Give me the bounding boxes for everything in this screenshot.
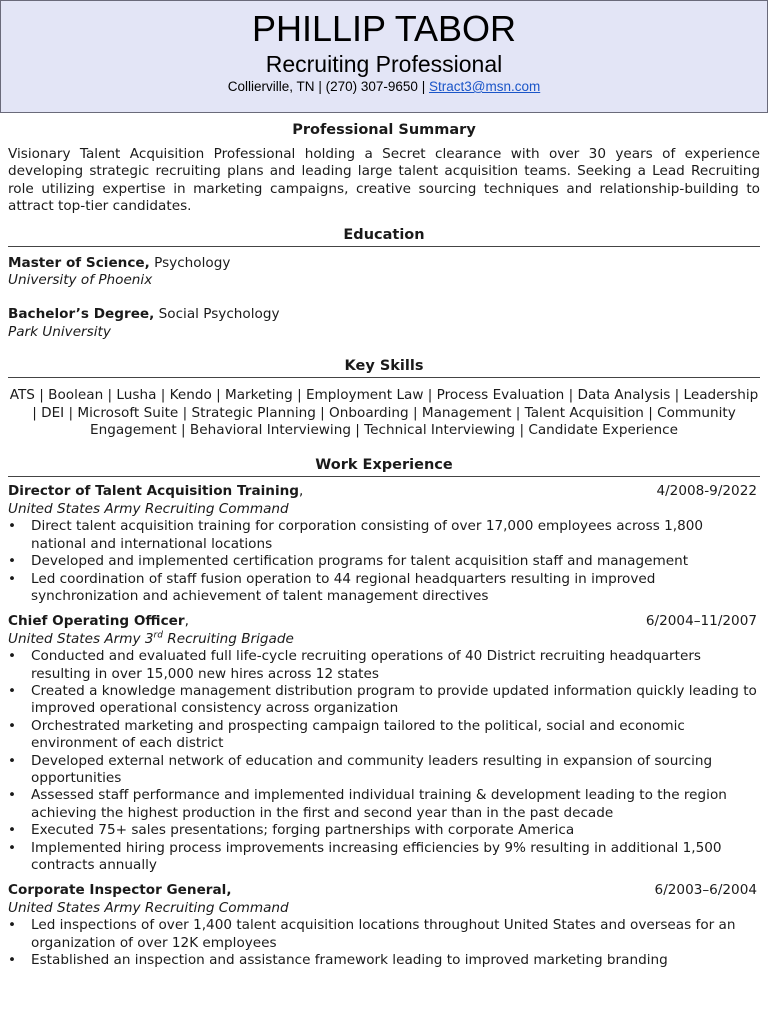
resume-header <box>0 0 768 113</box>
job-bullet: • Developed external network of education and community leaders resulting in expansion of sourcing opportunities <box>8 753 760 788</box>
job-organization: United States Army 3rd Recruiting Brigade <box>8 630 294 647</box>
job-bullets <box>8 917 760 969</box>
job-organization: United States Army Recruiting Command <box>8 500 289 517</box>
skills-heading: Key Skills <box>8 357 760 378</box>
job-bullet: • Conducted and evaluated full life-cycle recruiting operations of 40 District recruiting headquarters resulting in over 15,000 new hires across 12 states <box>8 648 760 683</box>
job-bullet: • Led inspections of over 1,400 talent acquisition locations throughout United States and overseas for an organization of over 12K employees <box>8 917 760 952</box>
job-bullet: • Implemented hiring process improvements increasing efficiencies by 9% resulting in additional 1,500 contracts annually <box>8 840 760 875</box>
job-bullet: • Developed and implemented certification programs for talent acquisition staff and management <box>8 553 760 570</box>
contact-line <box>1 79 767 95</box>
job-bullets <box>8 648 760 874</box>
summary-heading: Professional Summary <box>292 122 476 138</box>
summary-text: Visionary Talent Acquisition Professional holding a Secret clearance with over 30 years of experience developing strategic recruiting plans and leading large talent acquisition teams. Seeking a Lead Recruiting role utilizing expertise in marketing campaigns, creative sourcing techniques and relationship-building to attract top-tier candidates. <box>8 146 760 215</box>
job-bullet: • Direct talent acquisition training for corporation consisting of over 17,000 employees across 1,800 national and international locations <box>8 518 760 553</box>
job-dates: 6/2003–6/2004 <box>654 882 757 899</box>
job-organization: United States Army Recruiting Command <box>8 899 289 916</box>
resume-body <box>8 121 760 969</box>
degree-field: Social Psychology <box>158 306 280 323</box>
education-heading: Education <box>8 226 760 247</box>
candidate-title: Recruiting Professional <box>265 51 503 77</box>
education-item <box>8 255 760 290</box>
job-bullet: • Created a knowledge management distribution program to provide updated information quickly leading to improved operational consistency across organization <box>8 683 760 718</box>
separator: | <box>318 79 322 94</box>
job-bullet: • Assessed staff performance and implemented individual training & development leading to the region achieving the highest production in the first and second year than in the past decade <box>8 787 760 822</box>
degree-name: Bachelor’s Degree, <box>8 306 155 323</box>
experience-heading: Work Experience <box>8 456 760 477</box>
job-title: Director of Talent Acquisition Training <box>8 483 300 500</box>
job-bullet: • Established an inspection and assistance framework leading to improved marketing branding <box>8 952 760 969</box>
job-dates: 6/2004–11/2007 <box>645 613 757 630</box>
education-item <box>8 306 760 341</box>
job-dates: 4/2008-9/2022 <box>656 483 757 500</box>
job-entry <box>8 882 760 969</box>
separator: | <box>421 79 426 94</box>
degree-field: Psychology <box>154 254 231 271</box>
phone: (270) 307-9650 <box>325 79 418 94</box>
skills-list: ATS | Boolean | Lusha | Kendo | Marketing | Employment Law | Process Evaluation | Data Analysis | Leadership | DEI | Microsoft Suite | Strategic Planning | Onboarding | Management | Talent Acquisition | Community Engagement | Behavioral Interviewing | Technical Interviewing | Candidate Experience <box>9 387 759 439</box>
job-title: Corporate Inspector General, <box>8 882 232 899</box>
school-name: Park University <box>8 323 111 340</box>
job-entry <box>8 613 760 874</box>
candidate-name: PHILLIP TABOR <box>251 8 517 49</box>
job-bullet: • Led coordination of staff fusion operation to 44 regional headquarters resulting in improved synchronization and achievement of talent management directives <box>8 571 760 606</box>
job-bullet: • Orchestrated marketing and prospecting campaign tailored to the political, social and economic environment of each district <box>8 718 760 753</box>
email-link[interactable]: Stract3@msn.com <box>428 79 541 94</box>
job-bullets <box>8 518 760 605</box>
school-name: University of Phoenix <box>8 272 153 289</box>
job-bullet: • Executed 75+ sales presentations; forging partnerships with corporate America <box>8 822 760 839</box>
degree-name: Master of Science, <box>8 254 150 271</box>
job-title-suffix: , <box>184 613 189 630</box>
location: Collierville, TN <box>227 79 315 94</box>
job-title-suffix: , <box>299 483 304 500</box>
job-title: Chief Operating Officer <box>8 613 185 630</box>
job-entry <box>8 483 760 605</box>
